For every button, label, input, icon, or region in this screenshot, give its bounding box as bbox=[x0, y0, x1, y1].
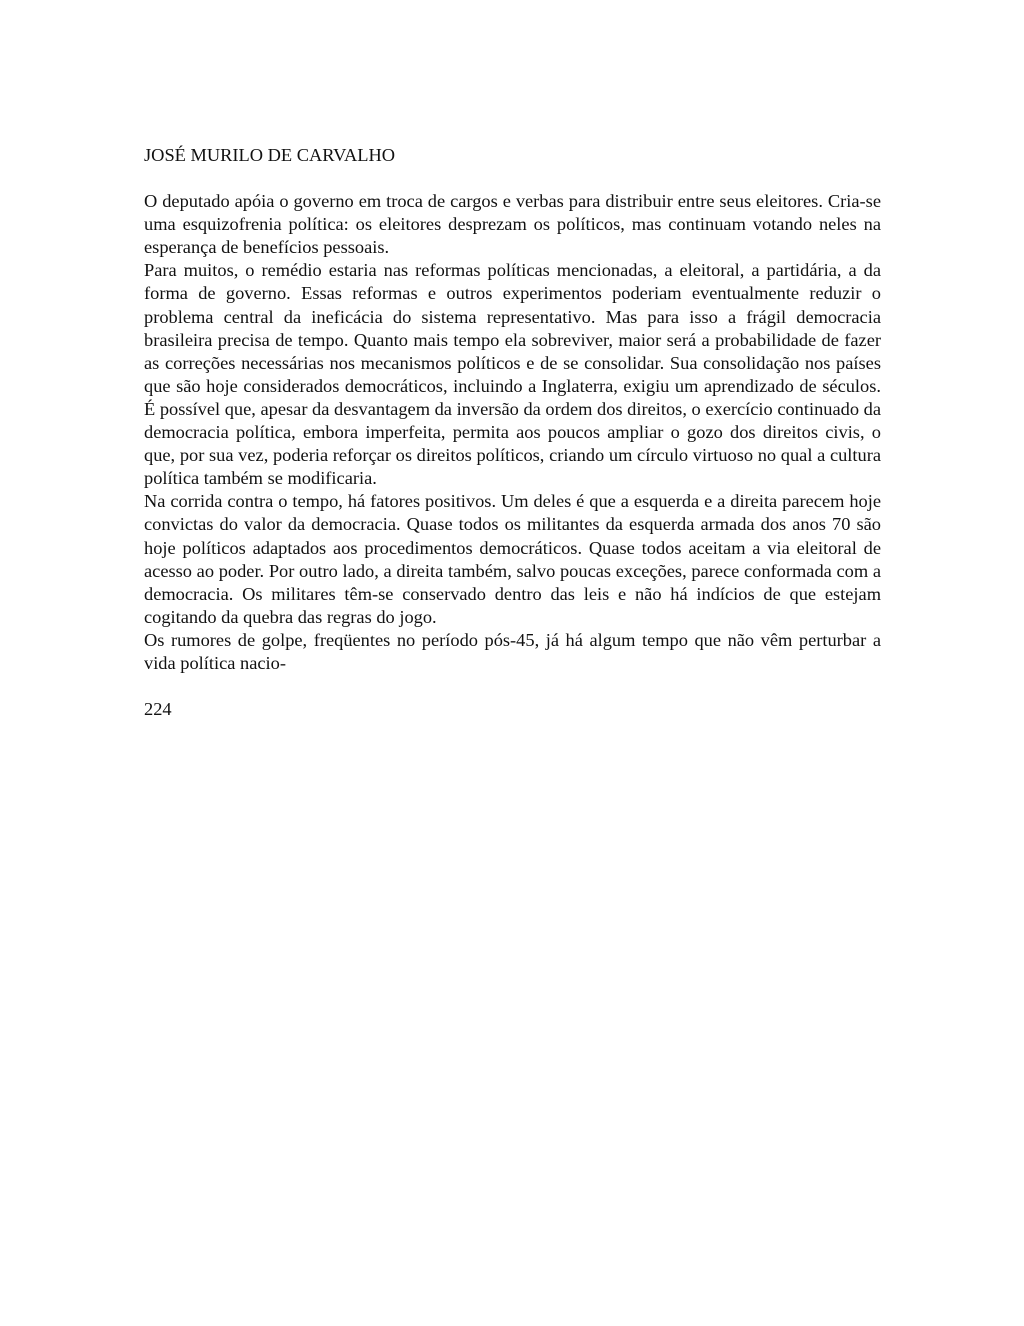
paragraph: O deputado apóia o governo em troca de cargos e verbas para distribuir entre seus eleitores. Cria-se uma esquizofrenia política: os eleitores desprezam os políticos, mas continuam votando neles na esperança de benefícios pessoais. bbox=[144, 191, 881, 258]
paragraph: Os rumores de golpe, freqüentes no período pós-45, já há algum tempo que não vêm perturbar a vida política nacio- bbox=[144, 629, 881, 673]
paragraph: Na corrida contra o tempo, há fatores positivos. Um deles é que a esquerda e a direita parecem hoje convictas do valor da democracia. Quase todos os militantes da esquerda armada dos anos 70 são hoje políticos adaptados aos procedimentos democráticos. Quase todos aceitam a via eleitoral de acesso ao poder. Por outro lado, a direita também, salvo poucas exceções, parece conformada com a democracia. Os militares têm-se conservado dentro das leis e não há indícios de que estejam cogitando da quebra das regras do jogo. bbox=[144, 491, 881, 627]
running-header-title: JOSÉ MURILO DE CARVALHO bbox=[144, 145, 396, 165]
paragraph: Para muitos, o remédio estaria nas reformas políticas mencionadas, a eleitoral, a partidária, a da forma de governo. Essas reformas e outros experimentos poderiam eventualmente reduzir o problema central da ineficácia do sistema representativo. Mas para isso a frágil democracia brasileira precisa de tempo. Quanto mais tempo ela sobreviver, maior será a probabilidade de fazer as correções necessárias nos mecanismos políticos e de se consolidar. Sua consolidação nos países que são hoje considerados democráticos, incluindo a Inglaterra, exigiu um aprendizado de séculos. É possível que, apesar da desvantagem da inversão da ordem dos direitos, o exercício continuado da democracia política, embora imperfeita, permita aos poucos ampliar o gozo dos direitos civis, o que, por sua vez, poderia reforçar os direitos políticos, criando um círculo virtuoso no qual a cultura política também se modificaria. bbox=[144, 260, 881, 489]
page-number: 224 bbox=[144, 699, 172, 720]
body-text bbox=[144, 190, 881, 675]
document-page bbox=[144, 144, 881, 721]
